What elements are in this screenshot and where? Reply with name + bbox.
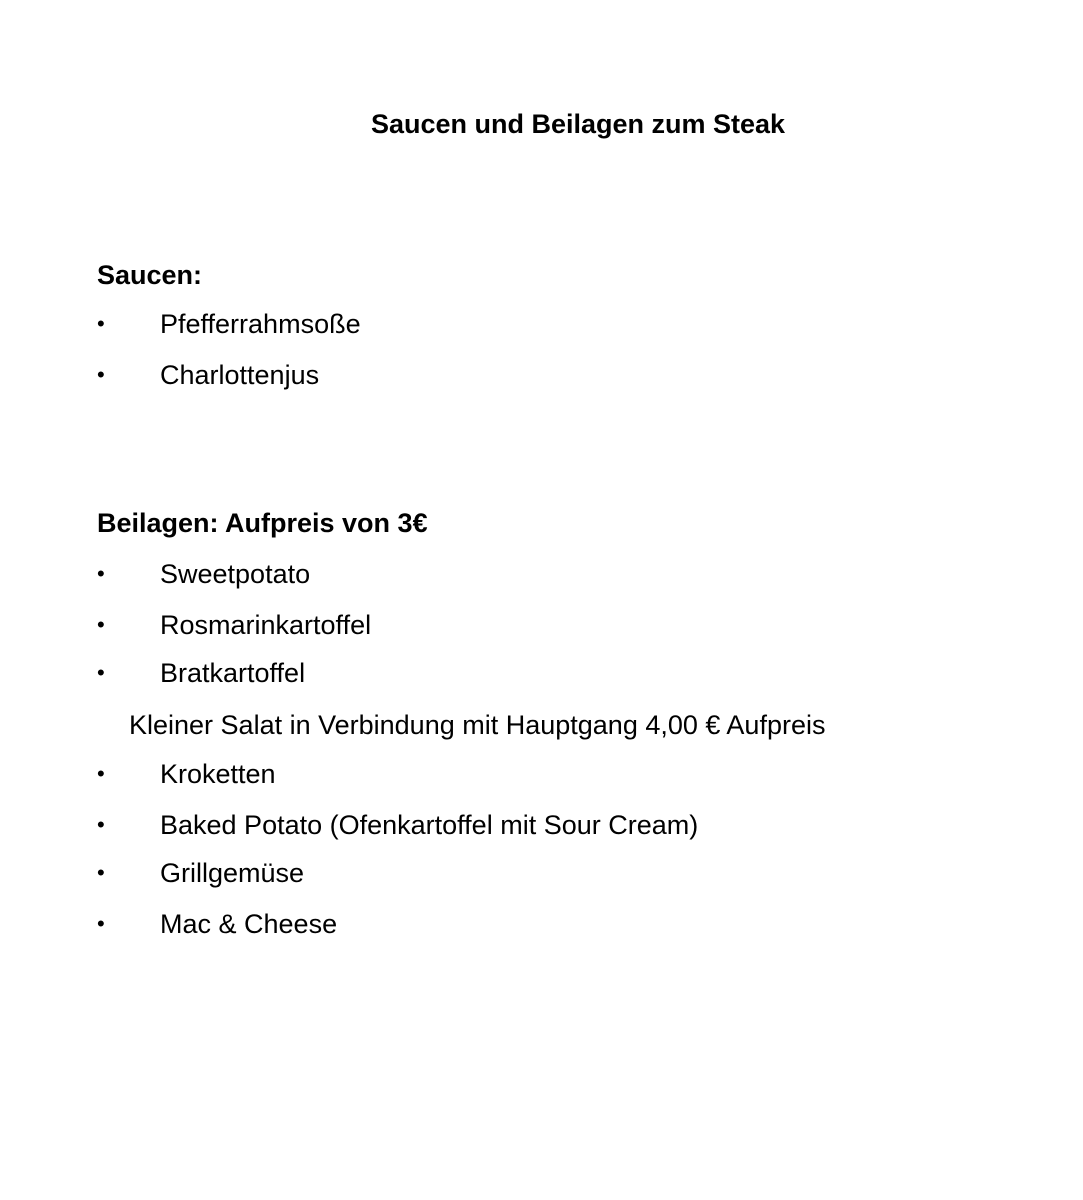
bullet-icon: • — [97, 311, 105, 336]
bullet-icon: • — [97, 812, 105, 837]
side-label: Baked Potato (Ofenkartoffel mit Sour Cream) — [160, 810, 699, 840]
sauce-label: Charlottenjus — [160, 360, 320, 390]
sauce-label: Pfefferrahmsoße — [160, 309, 361, 339]
bullet-icon: • — [97, 362, 105, 387]
side-label: Kroketten — [160, 759, 276, 789]
bullet-icon: • — [97, 660, 105, 685]
bullet-icon: • — [97, 561, 105, 586]
bullet-icon: • — [97, 761, 105, 786]
salad-note: Kleiner Salat in Verbindung mit Hauptgang 4,00 € Aufpreis — [129, 710, 826, 740]
sauces-heading: Saucen: — [97, 260, 203, 290]
bullet-icon: • — [97, 911, 105, 936]
side-label: Grillgemüse — [160, 858, 305, 888]
bullet-icon: • — [97, 612, 105, 637]
side-label: Mac & Cheese — [160, 909, 338, 939]
side-label: Sweetpotato — [160, 559, 311, 589]
sides-heading: Beilagen: Aufpreis von 3€ — [97, 508, 428, 538]
bullet-icon: • — [97, 860, 105, 885]
page-title: Saucen und Beilagen zum Steak — [370, 109, 786, 139]
side-label: Rosmarinkartoffel — [160, 610, 372, 640]
side-label: Bratkartoffel — [160, 658, 306, 688]
